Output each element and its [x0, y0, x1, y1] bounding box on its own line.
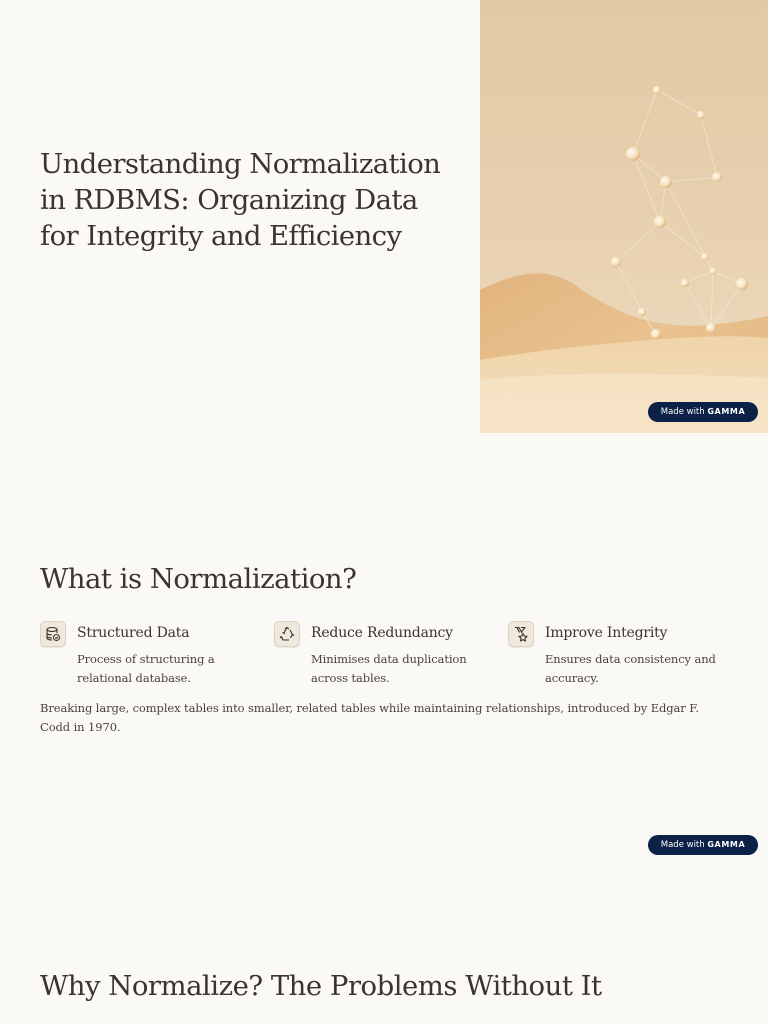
badge-made-with-text: Made with: [660, 840, 705, 850]
feature-description: Process of structuring a relational database.: [77, 652, 215, 685]
feature-description: Minimises data duplication across tables.: [311, 652, 467, 685]
body-paragraph: Breaking large, complex tables into smaller, related tables while maintaining relationships, introduced by Edgar F. Codd in 1970.: [40, 701, 699, 734]
made-with-gamma-badge[interactable]: [648, 835, 758, 855]
section-heading-why-normalize: Why Normalize? The Problems Without It: [40, 970, 602, 1002]
title-slide: [0, 0, 768, 433]
page-title: Understanding Normalization in RDBMS: Organizing Data for Integrity and Efficiency: [40, 148, 441, 252]
hero-image: [480, 0, 768, 433]
section-heading: What is Normalization?: [40, 563, 357, 595]
made-with-gamma-badge[interactable]: [648, 402, 758, 422]
recycle-icon: [274, 621, 300, 647]
feature-title: Reduce Redundancy: [311, 625, 453, 641]
sand-dunes-network-illustration: [480, 0, 768, 433]
medal-icon: [508, 621, 534, 647]
badge-made-with-text: Made with: [660, 407, 705, 417]
gamma-logo-text: GAMMA: [707, 407, 746, 416]
feature-title: Structured Data: [77, 625, 190, 641]
feature-description: Ensures data consistency and accuracy.: [545, 652, 716, 685]
feature-title: Improve Integrity: [545, 625, 668, 641]
gamma-logo-text: GAMMA: [707, 840, 746, 849]
database-icon: [40, 621, 66, 647]
